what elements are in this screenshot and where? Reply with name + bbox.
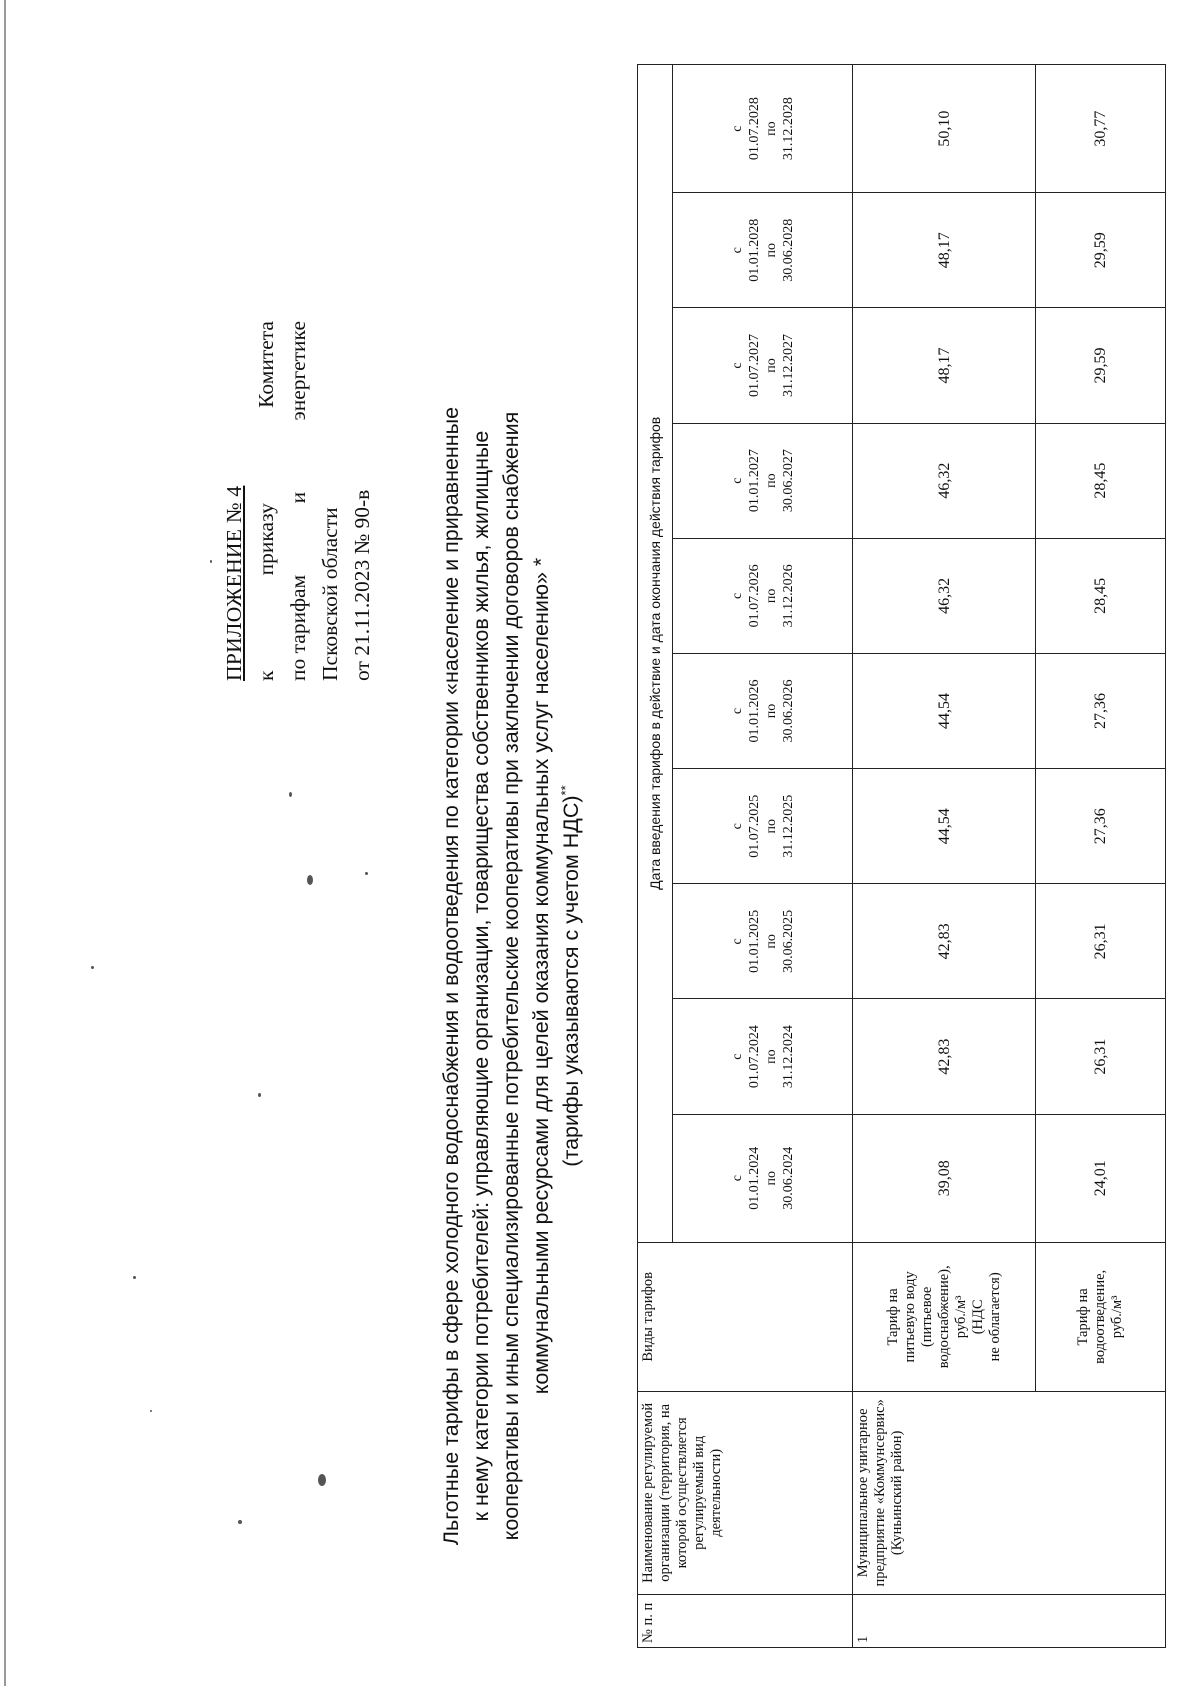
sewage-value-7: 28,45 [1036, 423, 1166, 538]
scan-speck [150, 1410, 152, 1412]
period-1: с 01.01.2024 по 30.06.2024 [673, 1114, 853, 1242]
appendix-line-2-left: по тарифам [286, 574, 310, 681]
tariff-type-water: Тариф на питьевую воду (питьевое водоснабжение), руб./м³ (НДС не облагается) [853, 1242, 1036, 1391]
period-10: с 01.07.2028 по 31.12.2028 [673, 65, 853, 193]
sewage-value-6: 28,45 [1036, 538, 1166, 653]
water-value-6: 46,32 [853, 538, 1036, 653]
water-value-8: 48,17 [853, 308, 1036, 423]
row-number: 1 [853, 1594, 1166, 1647]
sewage-value-4: 27,36 [1036, 769, 1166, 884]
sewage-value-10: 30,77 [1036, 65, 1166, 193]
appendix-block [218, 321, 378, 681]
header-tariff-type: Виды тарифов [638, 1242, 853, 1391]
scan-speck [318, 1474, 326, 1486]
water-value-3: 42,83 [853, 884, 1036, 999]
appendix-line-4: от 21.11.2023 № 90-в [350, 489, 374, 681]
scan-speck [133, 1276, 136, 1279]
water-value-1: 39,08 [853, 1114, 1036, 1242]
sewage-value-1: 24,01 [1036, 1114, 1166, 1242]
water-value-9: 48,17 [853, 193, 1036, 308]
scan-speck [289, 792, 292, 797]
period-3: с 01.01.2025 по 30.06.2025 [673, 884, 853, 999]
title-footnote-mark: ** [557, 785, 573, 796]
scan-speck [258, 1093, 261, 1097]
period-7: с 01.01.2027 по 30.06.2027 [673, 423, 853, 538]
water-value-10: 50,10 [853, 65, 1036, 193]
table-row-water [853, 65, 1036, 1648]
scan-speck [238, 1520, 242, 1524]
appendix-line-1 [250, 321, 282, 681]
appendix-title: ПРИЛОЖЕНИЕ № 4 [222, 485, 246, 681]
title-line-3: кооперативы и иным специализированные потребительские кооперативы при заключении договоров снабжения [499, 411, 523, 1541]
scan-speck [307, 875, 313, 885]
sewage-value-5: 27,36 [1036, 653, 1166, 768]
sewage-value-3: 26,31 [1036, 884, 1166, 999]
period-5: с 01.01.2026 по 30.06.2026 [673, 653, 853, 768]
header-num: № п. п [638, 1594, 853, 1647]
tariff-table [637, 64, 1166, 1648]
period-2: с 01.07.2024 по 31.12.2024 [673, 999, 853, 1114]
title-line-5 [556, 356, 586, 1596]
appendix-line-2-right: энергетике [286, 321, 310, 421]
header-row-1 [638, 65, 673, 1648]
document-title [436, 356, 586, 1596]
appendix-line-2 [282, 321, 314, 681]
water-value-4: 44,54 [853, 769, 1036, 884]
title-line-4: коммунальными ресурсами для целей оказания коммунальных услуг населению» * [529, 557, 553, 1395]
tariff-type-sewage: Тариф на водоотведение, руб./м³ [1036, 1242, 1166, 1391]
appendix-line-3: Псковской области [318, 507, 342, 681]
title-line-1: Льготные тарифы в сфере холодного водоснабжения и водоотведения по категории «население и приравненные [439, 406, 463, 1546]
scan-speck [365, 872, 368, 875]
appendix-line-1-mid: приказу [254, 503, 278, 576]
period-6: с 01.07.2026 по 31.12.2026 [673, 538, 853, 653]
scan-speck [91, 966, 94, 969]
sewage-value-2: 26,31 [1036, 999, 1166, 1114]
period-8: с 01.07.2027 по 31.12.2027 [673, 308, 853, 423]
title-line-5-text: (тарифы указываются с учетом НДС) [559, 795, 583, 1167]
header-org: Наименование регулируемой организации (территория, на которой осуществляется регулируемый вид деятельности) [638, 1392, 853, 1595]
appendix-line-1-right: Комитета [254, 321, 278, 408]
header-period-group: Дата введения тарифов в действие и дата окончания действия тарифов [638, 65, 673, 1243]
period-4: с 01.07.2025 по 31.12.2025 [673, 769, 853, 884]
scan-speck [210, 560, 212, 563]
period-9: с 01.01.2028 по 30.06.2028 [673, 193, 853, 308]
appendix-line-1-left: к [254, 670, 278, 681]
water-value-5: 44,54 [853, 653, 1036, 768]
title-line-2: к нему категории потребителей: управляющие организации, товарищества собственников жилья, жилищные [469, 430, 493, 1522]
water-value-7: 46,32 [853, 423, 1036, 538]
row-organization: Муниципальное унитарное предприятие «Коммунсервис» (Куньинский район) [853, 1392, 1166, 1595]
water-value-2: 42,83 [853, 999, 1036, 1114]
sewage-value-9: 29,59 [1036, 193, 1166, 308]
sewage-value-8: 29,59 [1036, 308, 1166, 423]
appendix-line-2-mid: и [286, 491, 310, 504]
